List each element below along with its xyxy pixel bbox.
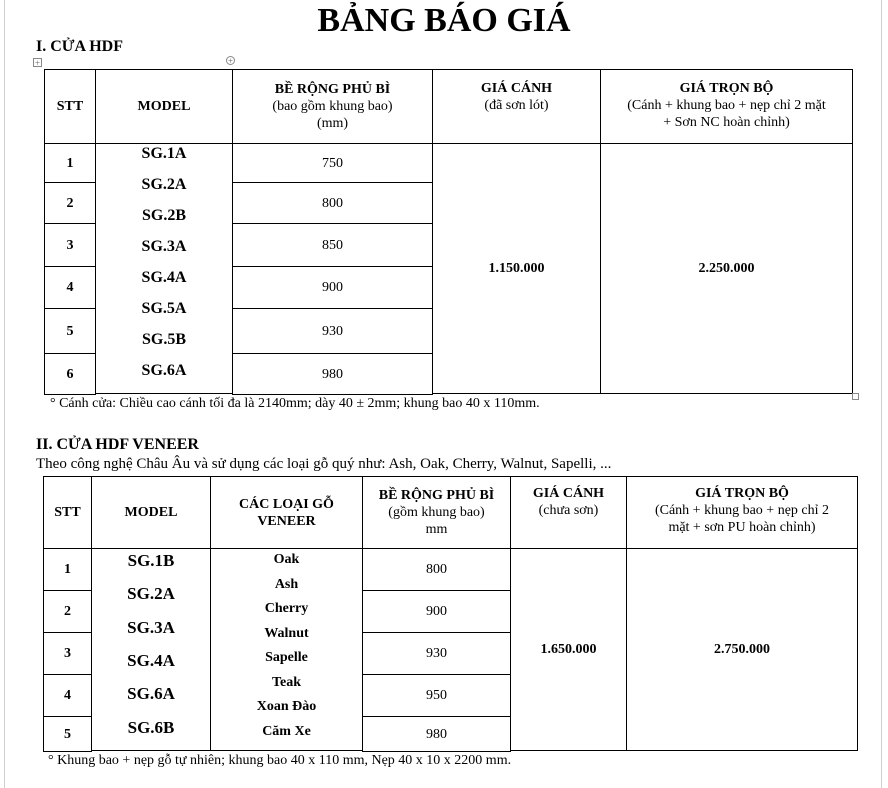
wood-label: Walnut xyxy=(264,625,309,641)
model-label: SG.1A xyxy=(141,145,187,162)
stt-cell: 3 xyxy=(44,223,96,267)
width-cell: 850 xyxy=(232,223,433,267)
header-width-unit: (mm) xyxy=(316,116,349,131)
header-full-sub1: (Cánh + khung bao + nẹp chỉ 2 xyxy=(654,503,830,518)
stt-cell: 5 xyxy=(43,716,92,752)
page-edge-left xyxy=(4,0,5,788)
width-cell: 930 xyxy=(362,632,511,675)
section2-note: ° Khung bao + nẹp gỗ tự nhiên; khung bao 40 x 110 mm, Nẹp 40 x 10 x 2200 mm. xyxy=(48,753,512,768)
section2-intro: Theo công nghệ Châu Âu và sử dụng các loại gỗ quý như: Ash, Oak, Cherry, Walnut, Sapelli, ... xyxy=(36,456,612,472)
width-cell: 930 xyxy=(232,308,433,354)
stt-cell: 1 xyxy=(43,548,92,591)
header-wood xyxy=(210,476,363,549)
header-door-price xyxy=(510,476,627,549)
header-door-sub: (đã sơn lót) xyxy=(484,98,549,113)
section2-heading: II. CỬA HDF VENEER xyxy=(36,436,199,453)
table-resize-handle[interactable] xyxy=(852,393,859,400)
header-full-sub2: mặt + sơn PU hoàn chỉnh) xyxy=(668,520,816,535)
header-door-title: GIÁ CÁNH xyxy=(480,81,553,96)
header-stt: STT xyxy=(44,69,96,144)
header-full-price xyxy=(600,69,853,144)
header-width-sub: (gồm khung bao) xyxy=(388,505,485,520)
header-door-title: GIÁ CÁNH xyxy=(532,486,605,501)
stt-cell: 2 xyxy=(43,590,92,633)
header-door-price xyxy=(432,69,601,144)
header-full-sub2: + Sơn NC hoàn chỉnh) xyxy=(663,115,790,130)
width-cell: 750 xyxy=(232,143,433,183)
model-label: SG.5A xyxy=(141,300,187,317)
width-cell: 950 xyxy=(362,674,511,717)
stt-cell: 6 xyxy=(44,353,96,395)
header-wood-2: VENEER xyxy=(257,513,316,529)
header-model: MODEL xyxy=(91,476,211,549)
wood-label: Ash xyxy=(274,576,299,592)
header-full-price xyxy=(626,476,858,549)
model-label: SG.1B xyxy=(127,551,175,570)
page-title: BẢNG BÁO GIÁ xyxy=(317,2,571,39)
width-cell: 900 xyxy=(362,590,511,633)
width-cell: 980 xyxy=(362,716,511,752)
page-edge-right xyxy=(881,0,882,788)
stt-cell: 3 xyxy=(43,632,92,675)
model-label: SG.6A xyxy=(141,362,187,379)
width-cell: 900 xyxy=(232,266,433,309)
insert-column-icon[interactable]: + xyxy=(227,56,234,66)
wood-label: Xoan Đào xyxy=(256,699,317,714)
header-width-unit: mm xyxy=(425,522,448,537)
model-label: SG.5B xyxy=(141,331,186,348)
header-wood-1: CÁC LOẠI GỖ xyxy=(239,496,334,512)
header-width xyxy=(232,69,433,144)
model-label: SG.3A xyxy=(127,617,175,637)
model-label: SG.4A xyxy=(127,650,175,670)
stt-cell: 2 xyxy=(44,182,96,224)
header-width-title: BỀ RỘNG PHỦ BÌ xyxy=(274,82,391,97)
header-width-title: BỀ RỘNG PHỦ BÌ xyxy=(378,488,495,503)
model-label: SG.4A xyxy=(141,269,187,286)
header-full-title: GIÁ TRỌN BỘ xyxy=(695,486,789,501)
model-label: SG.6B xyxy=(127,717,175,737)
header-width xyxy=(362,476,511,549)
section1-heading: I. CỬA HDF xyxy=(36,38,123,55)
section1-note: ° Cánh cửa: Chiều cao cánh tối đa là 2140mm; dày 40 ± 2mm; khung bao 40 x 110mm. xyxy=(50,396,540,411)
wood-label: Căm Xe xyxy=(262,723,311,739)
model-label: SG.3A xyxy=(141,238,187,255)
model-label: SG.2A xyxy=(127,584,175,604)
stt-cell: 4 xyxy=(43,674,92,717)
header-full-title: GIÁ TRỌN BỘ xyxy=(679,81,774,96)
stt-cell: 5 xyxy=(44,308,96,354)
stt-cell: 4 xyxy=(44,266,96,309)
full-price: 2.250.000 xyxy=(600,143,853,394)
model-label: SG.2A xyxy=(141,176,187,193)
full-price: 2.750.000 xyxy=(626,548,858,751)
wood-label: Sapelle xyxy=(265,650,308,665)
header-stt: STT xyxy=(43,476,92,549)
header-width-sub: (bao gồm khung bao) xyxy=(272,99,393,114)
stt-cell: 1 xyxy=(44,143,96,183)
table-move-handle-icon[interactable]: + xyxy=(34,58,41,68)
door-price: 1.150.000 xyxy=(432,143,601,394)
width-cell: 980 xyxy=(232,353,433,395)
header-full-sub1: (Cánh + khung bao + nẹp chỉ 2 mặt xyxy=(627,98,826,113)
width-cell: 800 xyxy=(362,548,511,591)
wood-label: Teak xyxy=(271,674,302,690)
header-model: MODEL xyxy=(95,69,233,144)
model-label: SG.6A xyxy=(127,684,175,704)
wood-label: Oak xyxy=(273,552,300,567)
wood-label: Cherry xyxy=(264,601,309,616)
width-cell: 800 xyxy=(232,182,433,224)
header-door-sub: (chưa sơn) xyxy=(538,503,599,518)
model-label: SG.2B xyxy=(141,207,186,224)
door-price: 1.650.000 xyxy=(510,548,627,751)
